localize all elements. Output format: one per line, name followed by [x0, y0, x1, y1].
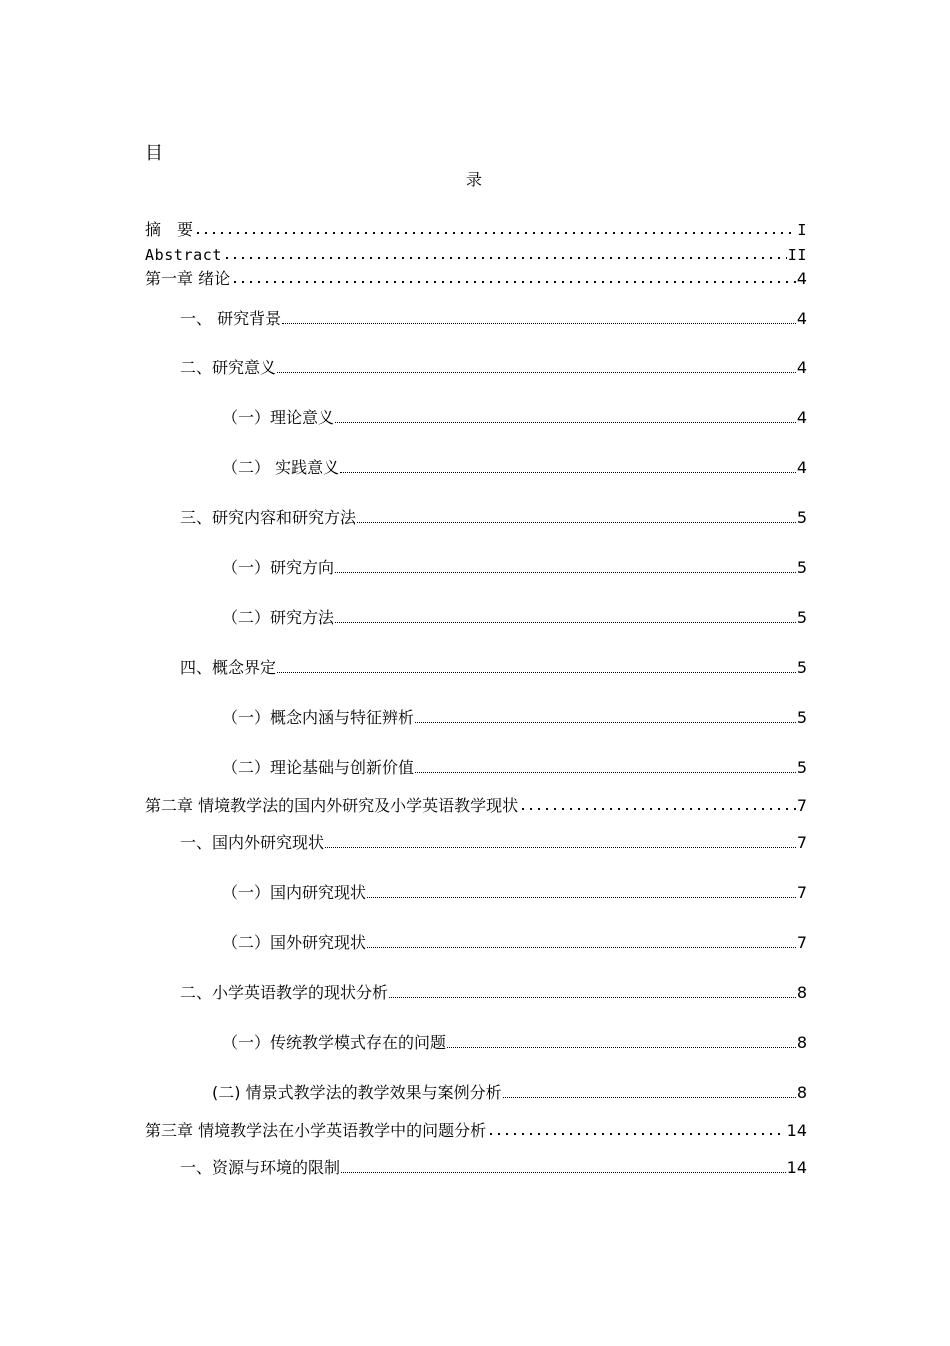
toc-leader-dots [447, 1047, 796, 1048]
toc-entry-abstract-cn[interactable] [145, 218, 807, 240]
toc-entry-page: 4 [796, 458, 807, 477]
toc-entry-subsection[interactable] [222, 606, 807, 628]
toc-entry-label: （一）国内研究现状 [222, 883, 367, 902]
toc-entry-label: 第二章 情境教学法的国内外研究及小学英语教学现状 [145, 796, 519, 815]
toc-entry-page: 5 [796, 758, 807, 777]
toc-entry-section[interactable] [180, 1156, 807, 1178]
toc-entry-page: I [797, 221, 807, 239]
toc-leader-dots [340, 472, 796, 473]
toc-entry-label: （一）理论意义 [222, 408, 335, 427]
toc-entry-label: （一）概念内涵与特征辨析 [222, 708, 415, 727]
toc-leader-dots [367, 897, 796, 898]
toc-leader-dots [519, 807, 796, 811]
toc-entry-page: 7 [796, 833, 807, 852]
toc-entry-label: （二）国外研究现状 [222, 933, 367, 952]
toc-entry-label: 二、小学英语教学的现状分析 [180, 983, 389, 1002]
toc-entry-chapter-1[interactable] [145, 267, 807, 289]
toc-entry-page: 5 [796, 658, 807, 677]
toc-entry-label: Abstract [145, 246, 223, 264]
toc-entry-label: （二）研究方法 [222, 608, 335, 627]
toc-entry-label: （一）研究方向 [222, 558, 335, 577]
toc-entry-chapter-3[interactable] [145, 1119, 807, 1141]
toc-entry-page: 14 [786, 1121, 807, 1140]
toc-entry-subsection[interactable] [212, 1081, 807, 1103]
toc-entry-page: 5 [796, 708, 807, 727]
toc-entry-abstract-en[interactable] [145, 243, 807, 265]
toc-leader-dots [194, 231, 796, 235]
toc-entry-subsection[interactable] [222, 756, 807, 778]
toc-leader-dots [223, 256, 787, 260]
toc-leader-dots [503, 1097, 796, 1098]
toc-entry-label: （二） 实践意义 [222, 458, 340, 477]
toc-entry-label: 第三章 情境教学法在小学英语教学中的问题分析 [145, 1121, 487, 1140]
toc-entry-label: 一、资源与环境的限制 [180, 1158, 341, 1177]
toc-leader-dots [335, 622, 796, 623]
toc-entry-page: 7 [796, 883, 807, 902]
toc-entry-section[interactable] [180, 356, 807, 378]
toc-entry-label: 第一章 绪论 [145, 269, 231, 288]
toc-entry-label: (二) 情景式教学法的教学效果与案例分析 [212, 1083, 502, 1102]
toc-entry-label: 一、国内外研究现状 [180, 833, 325, 852]
toc-entry-subsection[interactable] [222, 931, 807, 953]
toc-entry-subsection[interactable] [222, 706, 807, 728]
toc-entry-label: （二）理论基础与创新价值 [222, 758, 415, 777]
toc-entry-page: 4 [796, 408, 807, 427]
toc-leader-dots [487, 1132, 786, 1136]
toc-leader-dots [357, 522, 796, 523]
toc-entry-page: 5 [796, 508, 807, 527]
toc-leader-dots [367, 947, 796, 948]
toc-leader-dots [277, 372, 796, 373]
toc-leader-dots [415, 722, 796, 723]
toc-entry-chapter-2[interactable] [145, 794, 807, 816]
toc-leader-dots [341, 1172, 786, 1173]
toc-entry-page: 7 [796, 933, 807, 952]
toc-entry-label: 一、 研究背景 [180, 309, 282, 328]
toc-leader-dots [415, 772, 796, 773]
toc-entry-page: 14 [786, 1158, 807, 1177]
toc-leader-dots [335, 572, 796, 573]
toc-title-first-char: 目 [145, 143, 163, 164]
toc-entry-section[interactable] [180, 506, 807, 528]
toc-entry-subsection[interactable] [222, 881, 807, 903]
toc-entry-label: 三、研究内容和研究方法 [180, 508, 357, 527]
toc-entry-subsection[interactable] [222, 556, 807, 578]
toc-entry-label: 四、概念界定 [180, 658, 277, 677]
toc-entry-label: （一）传统教学模式存在的问题 [222, 1033, 447, 1052]
toc-entry-label: 摘 要 [145, 220, 194, 239]
toc-title-second-char: 录 [466, 170, 483, 189]
toc-entry-page: 4 [796, 309, 807, 328]
toc-entry-section[interactable] [180, 656, 807, 678]
toc-leader-dots [325, 847, 796, 848]
toc-entry-page: 8 [796, 983, 807, 1002]
toc-entry-page: 4 [796, 269, 807, 288]
toc-entry-section[interactable] [180, 831, 807, 853]
toc-entry-page: 8 [796, 1033, 807, 1052]
toc-entry-section[interactable] [180, 307, 807, 329]
toc-entry-section[interactable] [180, 981, 807, 1003]
toc-entry-subsection[interactable] [222, 406, 807, 428]
toc-entry-page: 5 [796, 608, 807, 627]
toc-entry-subsection[interactable] [222, 456, 807, 478]
toc-entry-subsection[interactable] [222, 1031, 807, 1053]
toc-entry-label: 二、研究意义 [180, 358, 277, 377]
toc-entry-page: 5 [796, 558, 807, 577]
toc-entry-page: 8 [796, 1083, 807, 1102]
toc-leader-dots [282, 323, 796, 324]
toc-leader-dots [335, 422, 796, 423]
toc-entry-page: II [787, 246, 807, 264]
toc-leader-dots [389, 997, 796, 998]
toc-entry-page: 7 [796, 796, 807, 815]
toc-leader-dots [231, 280, 796, 284]
toc-entry-page: 4 [796, 358, 807, 377]
toc-leader-dots [277, 672, 796, 673]
